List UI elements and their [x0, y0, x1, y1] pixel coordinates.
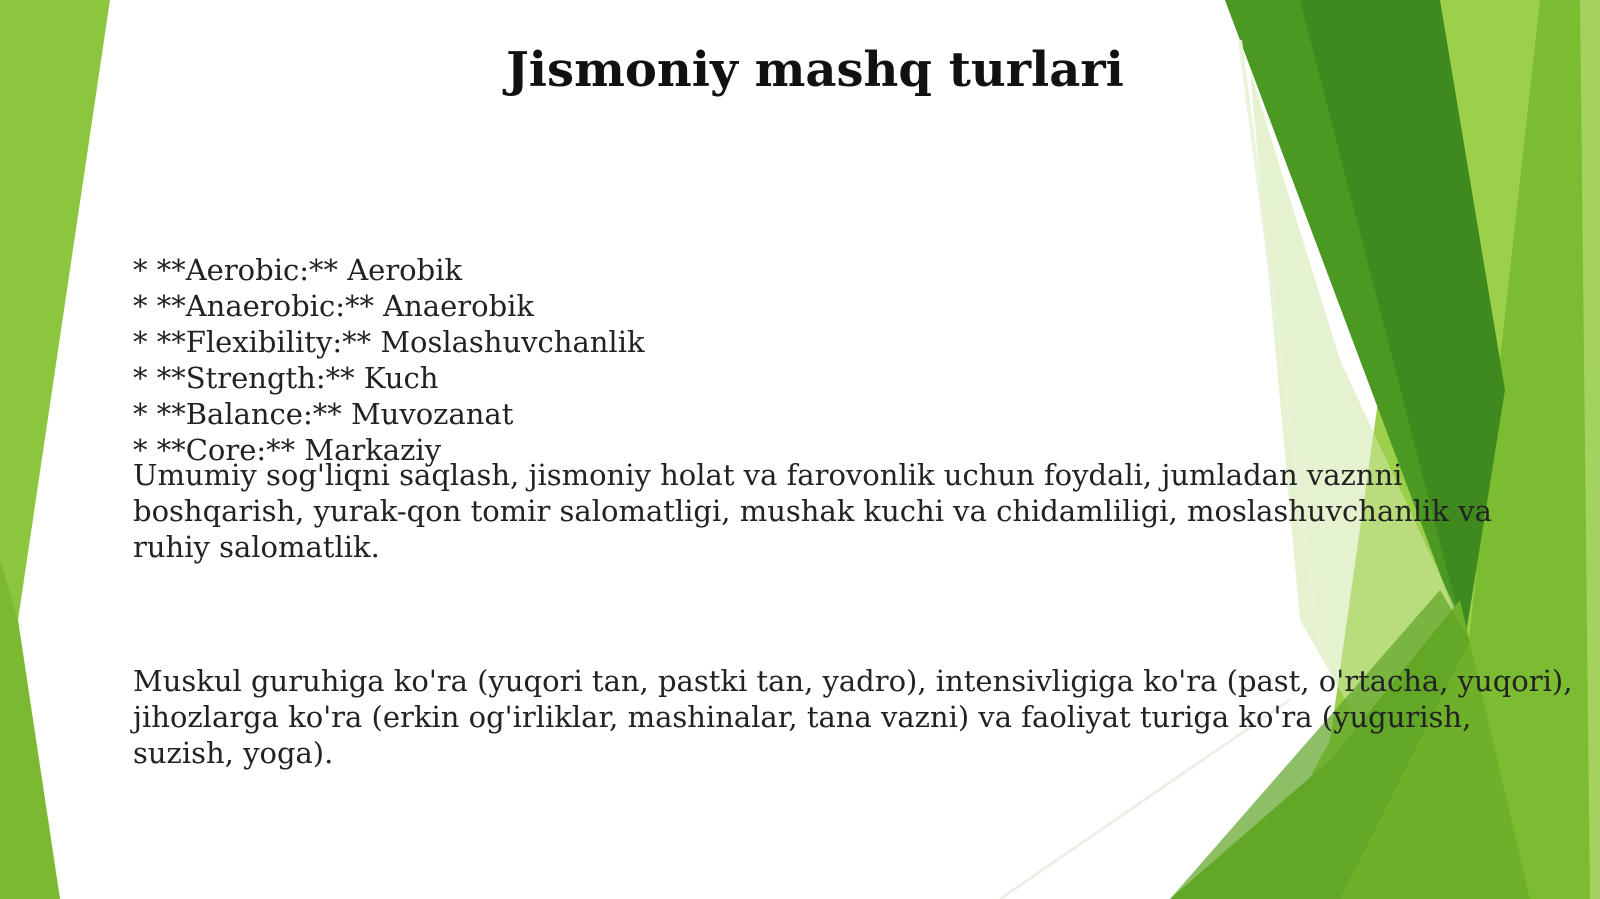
slide-title: Jismoniy mashq turlari — [506, 42, 1124, 98]
left-green-shade — [0, 560, 60, 899]
benefits-paragraph: Umumiy sog'liqni saqlash, jismoniy holat va farovonlik uchun foydali, jumladan vaznni boshqarish, yurak-qon tomir salomatligi, mushak kuchi va chidamliligi, moslashuvchanlik va ruhiy salomatlik. — [133, 458, 1492, 564]
list-item: * **Anaerobic:** Anaerobik — [133, 289, 534, 323]
exercise-type-list — [133, 252, 645, 468]
list-item: * **Strength:** Kuch — [133, 361, 439, 395]
list-item: * **Flexibility:** Moslashuvchanlik — [133, 325, 645, 359]
list-item: * **Balance:** Muvozanat — [133, 397, 514, 431]
list-item: * **Core:** Markaziy — [133, 433, 442, 467]
classification-paragraph: Muskul guruhiga ko'ra (yuqori tan, pastki tan, yadro), intensivligiga ko'ra (past, o'rtacha, yuqori), jihozlarga ko'ra (erkin og'irliklar, mashinalar, tana vazni) va faoliyat turiga ko'ra (yugurish, suzish, yoga). — [133, 664, 1573, 770]
list-item: * **Aerobic:** Aerobik — [133, 253, 463, 287]
